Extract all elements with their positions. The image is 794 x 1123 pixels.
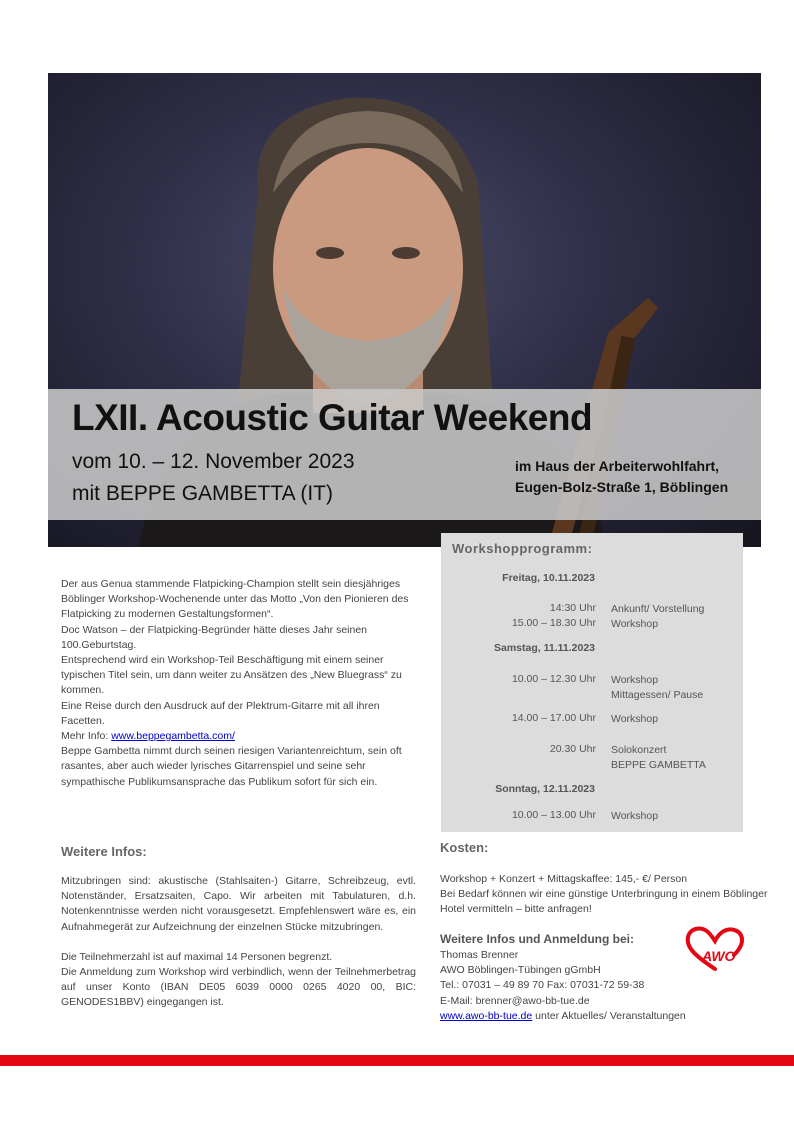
- program-time: 14:30 Uhr: [549, 602, 596, 614]
- contact-email: E-Mail: brenner@awo-bb-tue.de: [440, 994, 590, 1007]
- costs-heading: Kosten:: [440, 840, 489, 855]
- further-info-p1: Mitzubringen sind: akustische (Stahlsaiten-) Gitarre, Schreibzeug, evtl. Notenständer, Ersatzsaiten, Capo. Wir arbeiten mit Tabulaturen, d.h. Notenkenntnisse werden nicht vorausgesetzt. Empfehlenswert wäre es, ein Aufnahmegerät zur Aufzeichnung der einzelnen Stücke mitzubringen.: [61, 875, 416, 933]
- program-day-2: Samstag, 11.11.2023: [494, 642, 595, 654]
- contact-phone: Tel.: 07031 – 49 89 70 Fax: 07031-72 59-38: [440, 979, 645, 992]
- program-time: 20.30 Uhr: [549, 743, 596, 755]
- program-activity-line: Mittagessen/ Pause: [611, 689, 704, 701]
- event-artist: mit BEPPE GAMBETTA (IT): [72, 482, 333, 505]
- venue: [515, 456, 728, 498]
- event-title: LXII. Acoustic Guitar Weekend: [72, 397, 593, 438]
- costs-line-2: Bei Bedarf können wir eine günstige Unterbringung in einem Böblinger Hotel vermitteln – bitte anfragen!: [440, 888, 768, 916]
- intro-p2: Doc Watson – der Flatpicking-Begründer hätte dieses Jahr seinen 100.Geburtstag.: [61, 623, 368, 651]
- program-time: 10.00 – 13.00 Uhr: [511, 809, 596, 821]
- program-activity-line: Solokonzert: [611, 744, 667, 756]
- program-time: 14.00 – 17.00 Uhr: [511, 712, 596, 724]
- program-title: Workshopprogramm:: [452, 541, 593, 556]
- further-info-text: [61, 874, 416, 1026]
- program-activity: Ankunft/ Vorstellung: [611, 603, 705, 615]
- awo-logo-icon: [684, 925, 746, 973]
- contact-web: [440, 1009, 740, 1024]
- awo-logo-text: AWO: [702, 948, 736, 964]
- venue-line-2: Eugen-Bolz-Straße 1, Böblingen: [515, 479, 729, 495]
- costs-text: [440, 872, 770, 918]
- intro-p5: Beppe Gambetta nimmt durch seinen riesigen Variantenreichtum, sein oft rasantes, aber auch wieder lyrisches Gitarrenspiel und seine sehr sympathische Publikumsansprache das Publikum sofort für sich ein.: [61, 745, 402, 788]
- program-activity: Workshop: [611, 810, 659, 822]
- further-info-p3: Die Anmeldung zum Workshop wird verbindlich, wenn der Teilnehmerbetrag auf unser Konto (IBAN DE05 6039 0000 0265 4020 00, BIC: GENODES1BBV) eingegangen ist.: [61, 966, 416, 1009]
- intro-p1: Der aus Genua stammende Flatpicking-Champion stellt sein diesjähriges Böblinger Workshop-Wochenende unter das Motto „Von den Pionieren des Flatpicking zu modernen Gestaltungsformen“.: [61, 578, 409, 621]
- program-activity: [611, 673, 703, 703]
- program-day-1: Freitag, 10.11.2023: [502, 572, 595, 584]
- program-day-3: Sonntag, 12.11.2023: [495, 783, 595, 795]
- more-info: [61, 729, 426, 744]
- registration-heading: Weitere Infos und Anmeldung bei:: [440, 932, 635, 946]
- program-activity-line: BEPPE GAMBETTA: [611, 759, 706, 771]
- contact-name: Thomas Brenner: [440, 949, 519, 961]
- program-activity: Workshop: [611, 618, 659, 630]
- intro-p4: Eine Reise durch den Ausdruck auf der Plektrum-Gitarre mit all ihren Facetten.: [61, 699, 380, 727]
- awo-website-link[interactable]: www.awo-bb-tue.de: [440, 1009, 533, 1022]
- more-info-label: Mehr Info:: [61, 730, 112, 743]
- contact-web-rest: unter Aktuelles/ Veranstaltungen: [532, 1009, 686, 1022]
- contact-org: AWO Böblingen-Tübingen gGmbH: [440, 964, 601, 977]
- program-activity-line: Workshop: [611, 674, 659, 686]
- intro-p3: Entsprechend wird ein Workshop-Teil Beschäftigung mit einem seiner typischen Titel sein, um dann weiter zu Ansätzen des „New Bluegrass“ zu kommen.: [61, 654, 402, 697]
- event-dates: vom 10. – 12. November 2023: [72, 450, 355, 473]
- costs-line-1: Workshop + Konzert + Mittagskaffee: 145,- €/ Person: [440, 873, 688, 885]
- further-info-p2: Die Teilnehmerzahl ist auf maximal 14 Personen begrenzt.: [61, 950, 333, 963]
- artist-website-link[interactable]: www.beppegambetta.com/: [111, 730, 235, 743]
- intro-text: [61, 577, 426, 790]
- program-activity: [611, 743, 706, 773]
- program-time: 15.00 – 18.30 Uhr: [511, 617, 596, 629]
- footer-red-bar: [0, 1055, 794, 1066]
- further-info-heading: Weitere Infos:: [61, 844, 147, 859]
- program-time: 10.00 – 12.30 Uhr: [511, 673, 596, 685]
- venue-line-1: im Haus der Arbeiterwohlfahrt,: [515, 458, 720, 474]
- program-activity: Workshop: [611, 713, 659, 725]
